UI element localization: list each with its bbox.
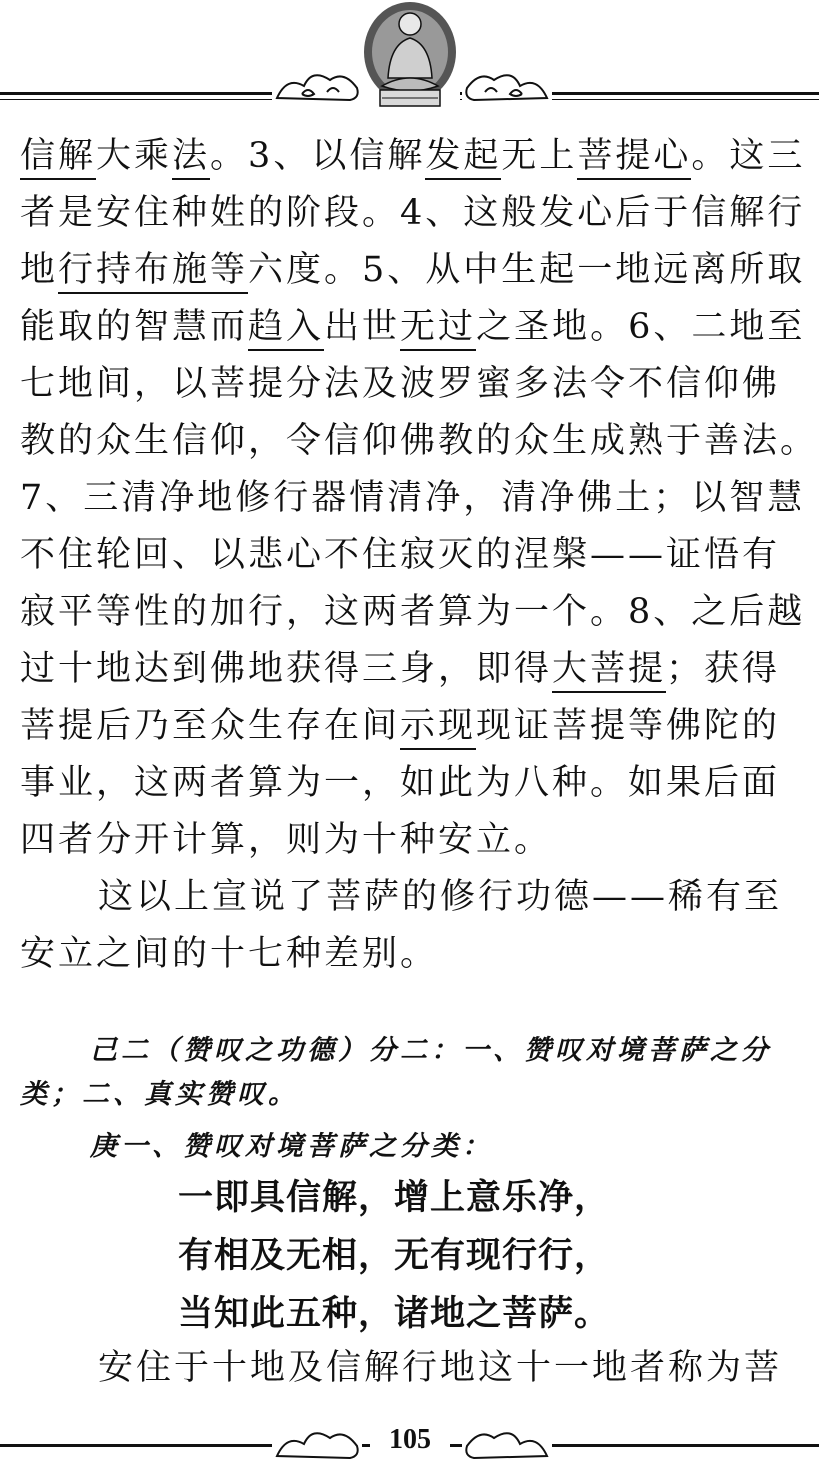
underlined-term: 法 [172, 136, 210, 180]
underlined-term: 发起 [425, 136, 501, 180]
text-segment: 事业，这两者算为一，如此为八种。如果后面 [20, 763, 781, 803]
text-segment: 四者分开计算，则为十种安立。 [20, 820, 553, 860]
underlined-term: 菩提心 [577, 136, 691, 180]
underlined-term: 无过 [400, 307, 476, 351]
verse-line-2: 有相及无相，无有现行行， [178, 1236, 611, 1276]
footer-right-cloud-icon [462, 1424, 552, 1464]
section-heading-1-line-2: 类；二、真实赞叹。 [20, 1079, 299, 1110]
text-segment: 。这三 [691, 136, 806, 176]
text-segment: 寂平等性的加行，这两者算为一个。8、之后越 [20, 592, 806, 632]
text-segment: 现证菩提等佛陀的 [476, 706, 781, 746]
underlined-term: 趋入 [248, 307, 324, 351]
paragraph-line [20, 470, 810, 527]
text-segment: 过十地达到佛地获得三身，即得 [20, 649, 553, 689]
paragraph-line [20, 242, 810, 299]
section-heading-2: 庚一、赞叹对境菩萨之分类： [90, 1131, 493, 1162]
paragraph-line [20, 812, 810, 869]
text-segment: 六度。5、从中生起一地远离所取 [248, 250, 806, 290]
underlined-term: 信解 [20, 136, 96, 180]
paragraph-line [20, 755, 810, 812]
text-segment: 出世 [324, 307, 401, 347]
underlined-term: 大菩提 [552, 649, 666, 693]
section-heading-1-line-1: 己二（赞叹之功德）分二：一、赞叹对境菩萨之分 [90, 1035, 772, 1066]
text-segment: 7、三清净地修行器情清净，清净佛土；以智慧 [20, 478, 806, 518]
text-segment: 大乘 [96, 136, 173, 176]
text-segment: 无上 [501, 136, 578, 176]
verse-line-1: 一即具信解，增上意乐净， [178, 1178, 611, 1218]
main-paragraph [20, 128, 819, 983]
buddha-icon [360, 0, 460, 110]
text-segment: 菩提后乃至众生存在间 [20, 706, 401, 746]
underlined-term: 行持布施等 [58, 250, 248, 294]
underlined-term: 示现 [400, 706, 476, 750]
paragraph-lines [20, 128, 819, 869]
text-segment: 之圣地。6、二地至 [476, 307, 806, 347]
text-segment: 者是安住种姓的阶段。4、这般发心后于信解行 [20, 193, 806, 233]
paragraph-line [20, 527, 810, 584]
verse-line-3: 当知此五种，诸地之菩萨。 [178, 1294, 611, 1334]
paragraph-line [20, 641, 810, 698]
footer-left-cloud-icon [272, 1424, 362, 1464]
text-segment: 七地间，以菩提分法及波罗蜜多法令不信仰佛 [20, 364, 781, 404]
text-segment: ；获得 [666, 649, 781, 689]
closing-line: 安住于十地及信解行地这十一地者称为菩 [98, 1348, 783, 1388]
paragraph-line [20, 185, 810, 242]
text-segment: 教的众生信仰，令信仰佛教的众生成熟于善法。 [20, 421, 819, 461]
paragraph-2-line-1: 这以上宣说了菩萨的修行功德——稀有至 [98, 877, 783, 917]
page-number: 105 [370, 1424, 450, 1456]
text-segment: 能取的智慧而 [20, 307, 249, 347]
paragraph-line [20, 128, 810, 185]
text-segment: 不住轮回、以悲心不住寂灭的涅槃——证悟有 [20, 535, 781, 575]
text-segment: 地 [20, 250, 59, 290]
text-segment: 。3、以信解 [210, 136, 426, 176]
paragraph-2-line-2: 安立之间的十七种差别。 [20, 934, 439, 974]
paragraph-line [20, 698, 810, 755]
paragraph-line [20, 356, 810, 413]
paragraph-line [20, 413, 819, 470]
right-cloud-icon [462, 66, 552, 106]
left-cloud-icon [272, 66, 362, 106]
paragraph-line [20, 584, 810, 641]
paragraph-line [20, 299, 810, 356]
